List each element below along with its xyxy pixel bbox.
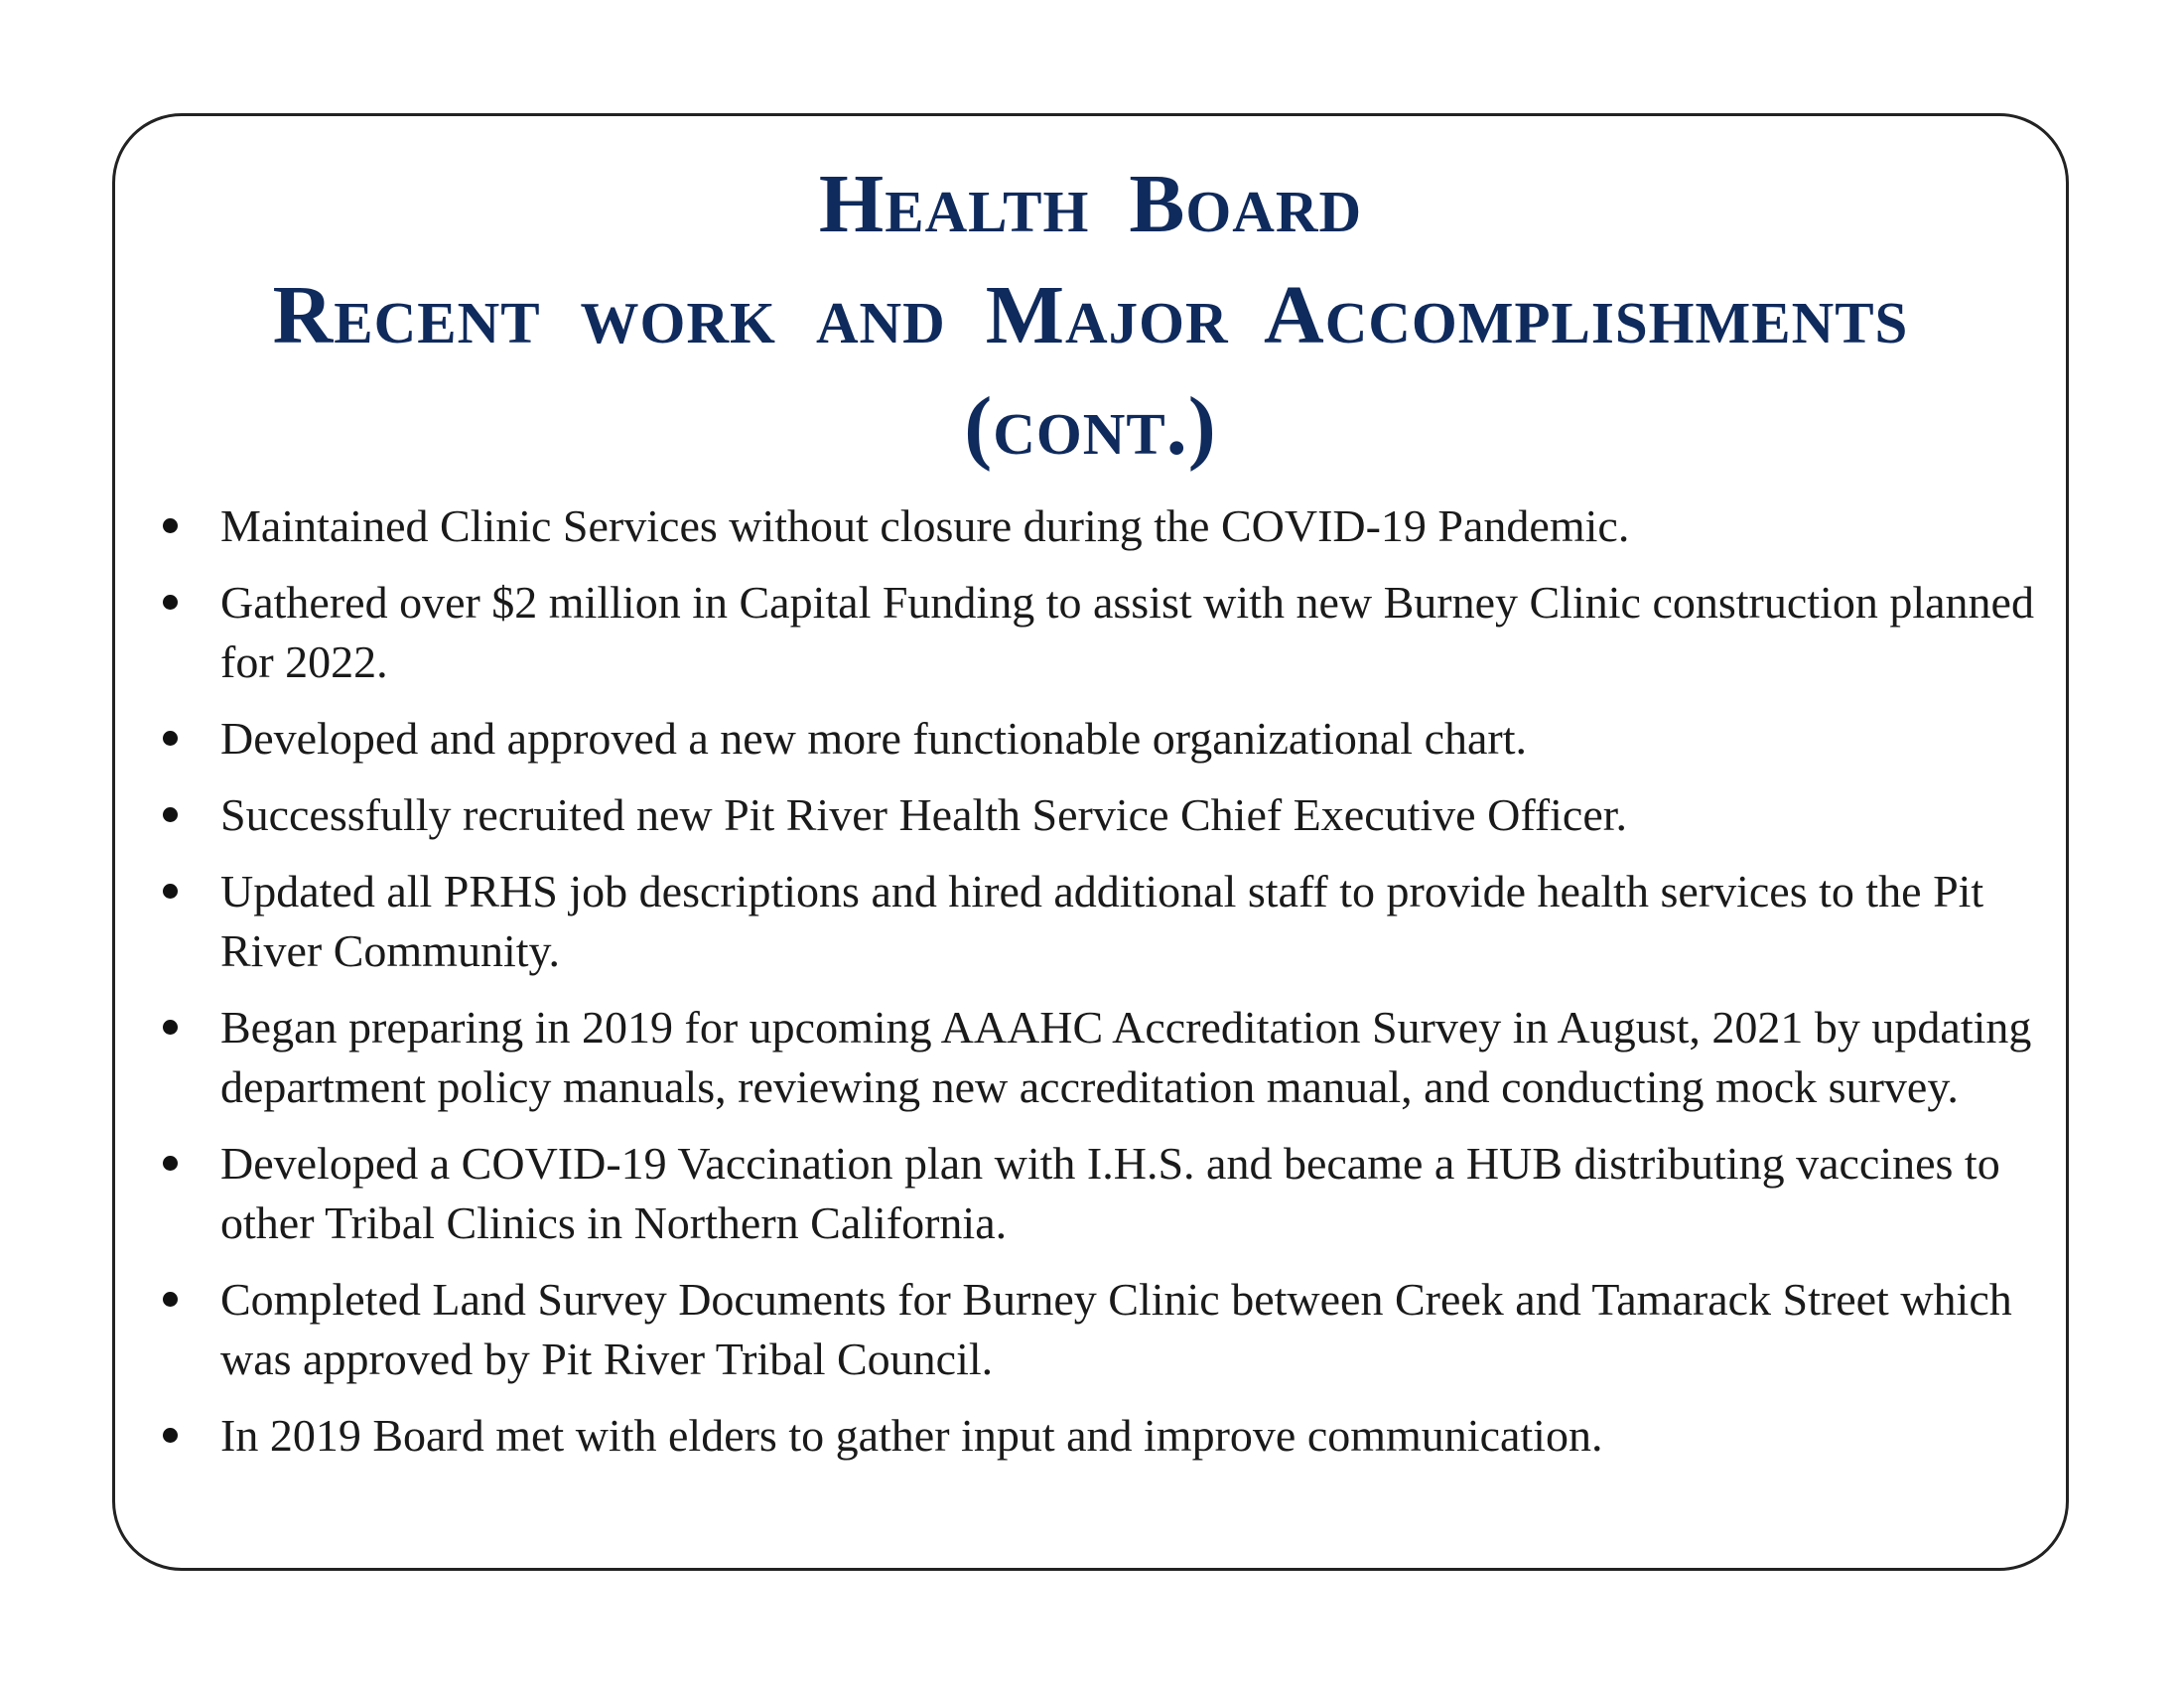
bullet-icon	[163, 1428, 178, 1443]
list-item-text: In 2019 Board met with elders to gather input and improve communication.	[220, 1410, 1603, 1461]
bullet-icon	[163, 731, 178, 746]
list-item	[159, 709, 2045, 769]
list-item-text: Developed and approved a new more functionable organizational chart.	[220, 713, 1528, 764]
list-item-text: Maintained Clinic Services without closure during the COVID-19 Pandemic.	[220, 500, 1630, 551]
list-item	[159, 1406, 2045, 1466]
bullet-icon	[163, 807, 178, 822]
bullet-icon	[163, 1156, 178, 1171]
page-title	[112, 149, 2069, 483]
list-item-text: Gathered over $2 million in Capital Funding to assist with new Burney Clinic construction planned for 2022.	[220, 577, 2034, 687]
title-line-3: (cont.)	[964, 380, 1217, 473]
list-item	[159, 573, 2045, 692]
bullet-icon	[163, 884, 178, 899]
bullet-icon	[163, 595, 178, 610]
list-item	[159, 1270, 2045, 1389]
title-line-2: Recent work and Major Accomplishments	[272, 269, 1909, 361]
list-item-text: Updated all PRHS job descriptions and hired additional staff to provide health services to the Pit River Community.	[220, 866, 1984, 976]
title-line-1: Health Board	[818, 158, 1363, 250]
list-item	[159, 862, 2045, 981]
list-item-text: Successfully recruited new Pit River Health Service Chief Executive Officer.	[220, 789, 1628, 840]
list-item-text: Completed Land Survey Documents for Burney Clinic between Creek and Tamarack Street which was approved by Pit River Tribal Council.	[220, 1274, 2012, 1384]
list-item	[159, 998, 2045, 1117]
accomplishments-list	[159, 496, 2045, 1482]
bullet-icon	[163, 1292, 178, 1307]
list-item-text: Began preparing in 2019 for upcoming AAAHC Accreditation Survey in August, 2021 by updating department policy manuals, reviewing new accreditation manual, and conducting mock survey.	[220, 1002, 2032, 1112]
bullet-icon	[163, 518, 178, 533]
list-item	[159, 1134, 2045, 1253]
list-item	[159, 496, 2045, 556]
bullet-icon	[163, 1020, 178, 1035]
list-item	[159, 785, 2045, 845]
list-item-text: Developed a COVID-19 Vaccination plan with I.H.S. and became a HUB distributing vaccines to other Tribal Clinics in Northern California.	[220, 1138, 2000, 1248]
